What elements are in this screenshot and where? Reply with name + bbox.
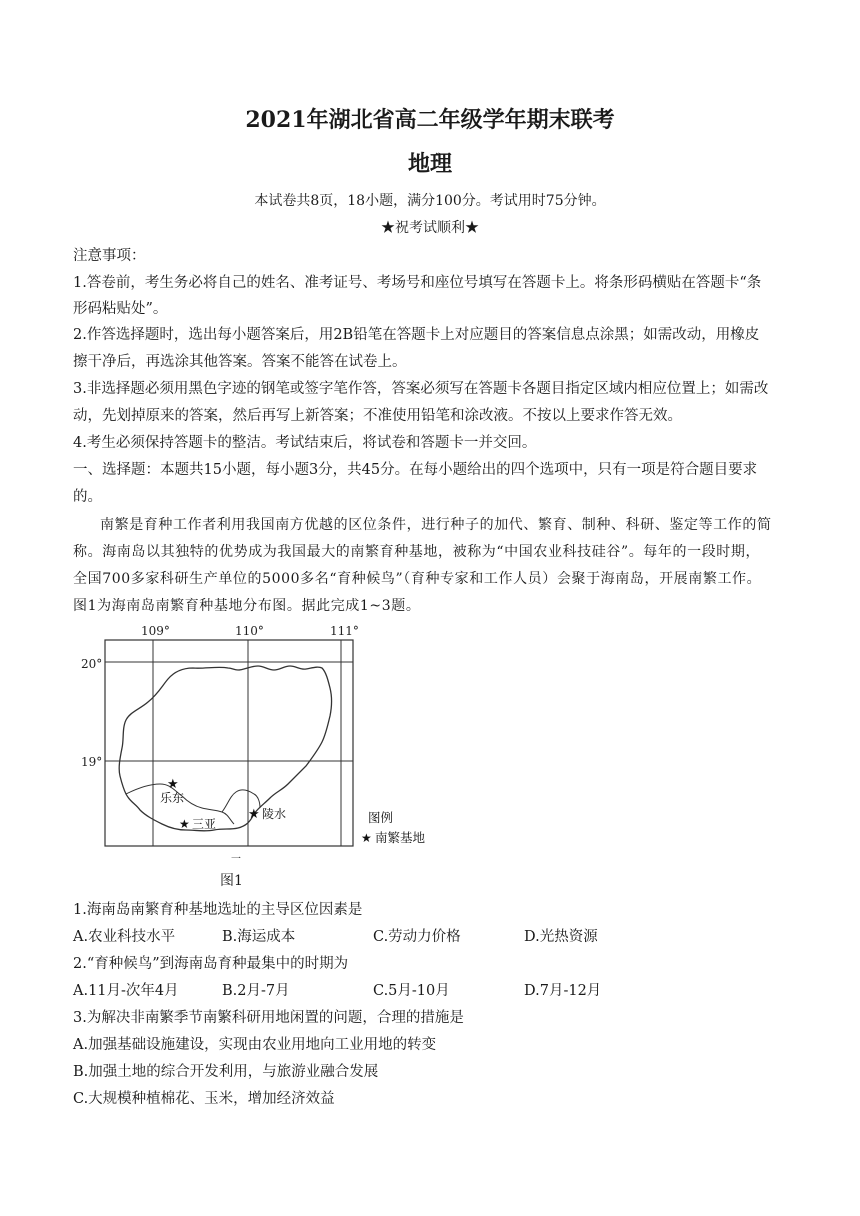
- lon-label: 110°: [235, 624, 264, 638]
- lat-label: 19°: [81, 755, 103, 769]
- option-b: B.2月-7月: [222, 983, 290, 999]
- question-stem: 3.为解决非南繁季节南繁科研用地闲置的问题，合理的措施是: [73, 1010, 464, 1026]
- lon-label: 111°: [330, 624, 359, 638]
- option-a: A.农业科技水平: [73, 929, 176, 945]
- option-c: C.5月-10月: [373, 983, 450, 999]
- base-star-icon: ★: [167, 777, 179, 792]
- question-stem: 1.海南岛南繁育种基地选址的主导区位因素是: [73, 902, 363, 918]
- blessing-line: ★祝考试顺利★: [381, 220, 479, 236]
- lat-label: 20°: [81, 657, 103, 671]
- option-d: D.7月-12月: [524, 983, 602, 999]
- legend-label: 南繁基地: [375, 830, 426, 845]
- option-d: D.光热资源: [524, 929, 598, 945]
- section-heading-cont: 的。: [73, 489, 102, 505]
- base-star-icon: ★: [248, 807, 260, 822]
- hainan-map-figure: [78, 624, 458, 873]
- note-line: 形码粘贴处”。: [73, 301, 168, 317]
- place-label: 三亚: [192, 817, 217, 831]
- option-b: B.海运成本: [222, 929, 296, 945]
- hainan-map: [78, 624, 458, 869]
- passage-line: 全国700多家科研生产单位的5000多名“育种候鸟”（育种专家和工作人员）会聚于海南岛，开展南繁工作。: [73, 571, 762, 587]
- legend-title: 图例: [368, 810, 394, 825]
- legend-star-icon: ★: [361, 831, 372, 845]
- passage-line: 南繁是育种工作者利用我国南方优越的区位条件，进行种子的加代、繁育、制种、科研、鉴定等工作的简: [100, 517, 772, 533]
- base-star-icon: ★: [179, 817, 190, 831]
- note-line: 动，先划掉原来的答案，然后再写上新答案；不准使用铅笔和涂改液。不按以上要求作答无效。: [73, 408, 682, 424]
- exam-info: 本试卷共8页，18小题，满分100分。考试用时75分钟。: [254, 193, 606, 209]
- option-c: C.大规模种植棉花、玉米，增加经济效益: [73, 1091, 335, 1107]
- stray-mark: 一: [231, 854, 241, 865]
- lon-label: 109°: [141, 624, 170, 638]
- place-label: 陵水: [262, 807, 287, 821]
- note-line: 1.答卷前，考生务必将自己的姓名、准考证号、考场号和座位号填写在答题卡上。将条形码横贴在答题卡“条: [73, 275, 762, 291]
- note-line: 3.非选择题必须用黑色字迹的钢笔或签字笔作答，答案必须写在答题卡各题目指定区域内相应位置上；如需改: [73, 381, 769, 397]
- option-a: A.加强基础设施建设，实现由农业用地向工业用地的转变: [73, 1037, 437, 1053]
- note-line: 擦干净后，再选涂其他答案。答案不能答在试卷上。: [73, 354, 407, 370]
- passage-line: 称。海南岛以其独特的优势成为我国最大的南繁育种基地，被称为“中国农业科技硅谷”。每年的一段时期，: [73, 544, 761, 560]
- section-heading: 一、选择题：本题共15小题，每小题3分，共45分。在每小题给出的四个选项中，只有一项是符合题目要求: [73, 462, 758, 478]
- subject-title: 地理: [407, 151, 452, 177]
- option-b: B.加强土地的综合开发利用，与旅游业融合发展: [73, 1064, 379, 1080]
- passage-line: 图1为海南岛南繁育种基地分布图。据此完成1~3题。: [73, 598, 421, 614]
- figure-caption: 图1: [220, 873, 243, 889]
- note-line: 4.考生必须保持答题卡的整洁。考试结束后，将试卷和答题卡一并交回。: [73, 435, 537, 451]
- question-stem: 2.“育种候鸟”到海南岛育种最集中的时期为: [73, 956, 349, 972]
- map-frame: [105, 640, 353, 846]
- option-a: A.11月-次年4月: [73, 983, 179, 999]
- place-label: 乐东: [160, 791, 185, 805]
- option-c: C.劳动力价格: [373, 929, 461, 945]
- notes-heading: 注意事项：: [73, 248, 146, 264]
- note-line: 2.作答选择题时，选出每小题答案后，用2B铅笔在答题卡上对应题目的答案信息点涂黑；如需改动，用橡皮: [73, 327, 760, 343]
- exam-title: 2021年湖北省高二年级学年期末联考: [245, 107, 615, 133]
